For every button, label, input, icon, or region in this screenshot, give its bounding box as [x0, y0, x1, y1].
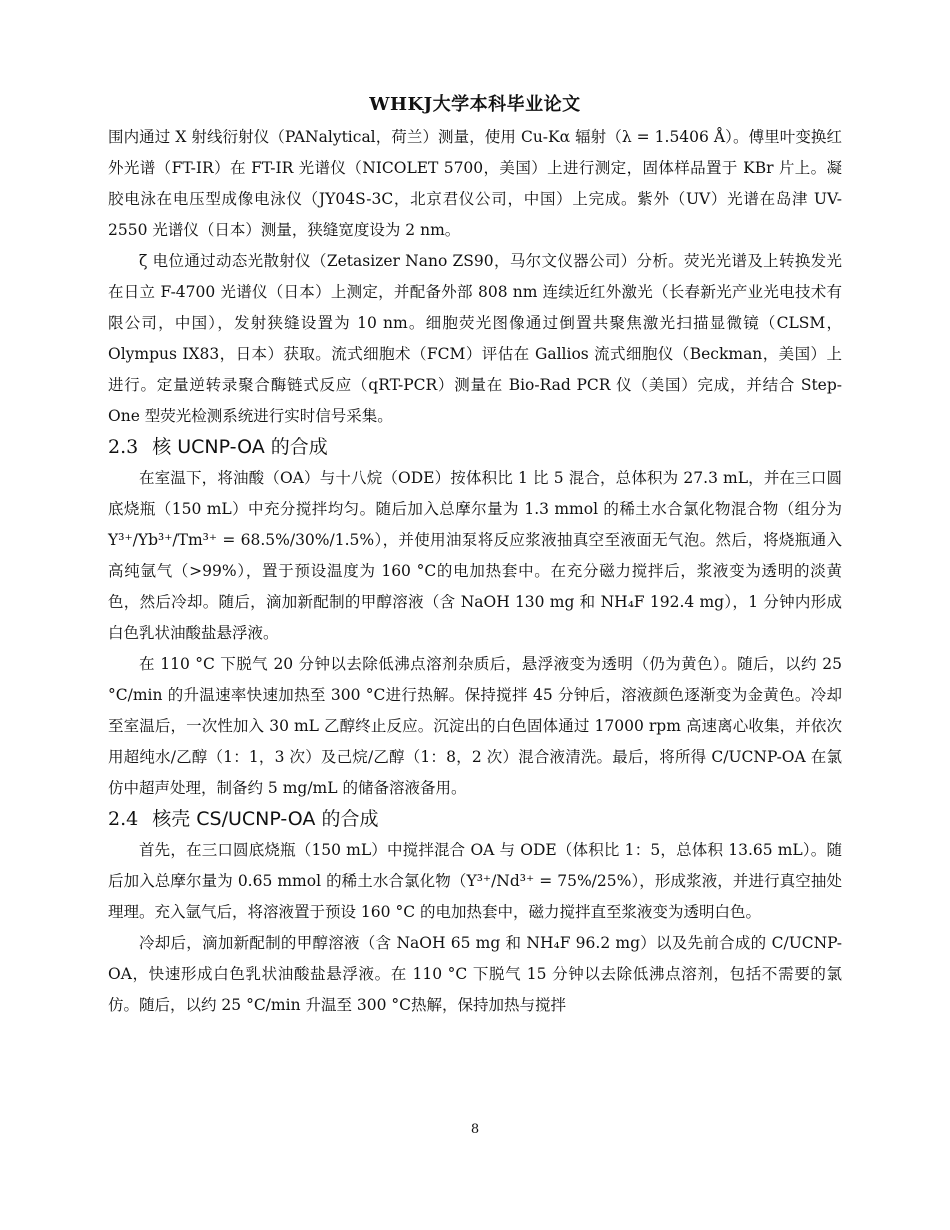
paragraph-instruments-1: 围内通过 X 射线衍射仪（PANalytical，荷兰）测量，使用 Cu-Kα 辐射（λ = 1.5406 Å）。傅里叶变换红外光谱（FT-IR）在 FT-IR 光谱仪（NICOLET 5700，美国）上进行测定，固体样品置于 KBr 片上。凝胶电泳在电压型成像电泳仪（JY04S-3C，北京君仪公司，中国）上完成。紫外（UV）光谱在岛津 UV-2550 光谱仪（日本）测量，狭缝宽度设为 2 nm。 — [108, 128, 842, 239]
section-number: 2.3 — [108, 436, 139, 458]
paragraph-shell-synthesis-2: 冷却后，滴加新配制的甲醇溶液（含 NaOH 65 mg 和 NH₄F 96.2 mg）以及先前合成的 C/UCNP-OA，快速形成白色乳状油酸盐悬浮液。在 110 °C 下脱气 15 分钟以去除低沸点溶剂，包括不需要的氯仿。随后，以约 25 °C/min 升温至 300 °C热解，保持加热与搅拌 — [108, 934, 842, 1014]
section-heading-2-4 — [108, 804, 842, 835]
section-title: 核壳 CS/UCNP-OA 的合成 — [152, 808, 379, 830]
section-heading-2-3 — [108, 432, 842, 463]
paragraph-shell-synthesis-1: 首先，在三口圆底烧瓶（150 mL）中搅拌混合 OA 与 ODE（体积比 1：5，总体积 13.65 mL）。随后加入总摩尔量为 0.65 mmol 的稀土水合氯化物（Y³⁺/Nd³⁺ = 75%/25%），形成浆液，并进行真空抽处理理。充入氩气后，将溶液置于预设 160 °C 的电加热套中，磁力搅拌直至浆液变为透明白色。 — [108, 841, 842, 921]
paragraph-instruments-2: ζ 电位通过动态光散射仪（Zetasizer Nano ZS90，马尔文仪器公司）分析。荧光光谱及上转换发光在日立 F-4700 光谱仪（日本）上测定，并配备外部 808 nm 连续近红外激光（长春新光产业光电技术有限公司，中国），发射狭缝设置为 10 nm。细胞荧光图像通过倒置共聚焦激光扫描显微镜（CLSM，Olympus IX83，日本）获取。流式细胞术（FCM）评估在 Gallios 流式细胞仪（Beckman，美国）上进行。定量逆转录聚合酶链式反应（qRT-PCR）测量在 Bio-Rad PCR 仪（美国）完成，并结合 Step-One 型荧光检测系统进行实时信号采集。 — [108, 252, 842, 425]
paragraph-core-synthesis-1: 在室温下，将油酸（OA）与十八烷（ODE）按体积比 1 比 5 混合，总体积为 27.3 mL，并在三口圆底烧瓶（150 mL）中充分搅拌均匀。随后加入总摩尔量为 1.3 mmol 的稀土水合氯化物混合物（组分为 Y³⁺/Yb³⁺/Tm³⁺ = 68.5%/30%/1.5%），并使用油泵将反应浆液抽真空至液面无气泡。然后，将烧瓶通入高纯氩气（>99%），置于预设温度为 160 °C的电加热套中。在充分磁力搅拌后，浆液变为透明的淡黄色，然后冷却。随后，滴加新配制的甲醇溶液（含 NaOH 130 mg 和 NH₄F 192.4 mg），1 分钟内形成白色乳状油酸盐悬浮液。 — [108, 469, 842, 642]
page-number: 8 — [470, 1122, 480, 1137]
paragraph-core-synthesis-2: 在 110 °C 下脱气 20 分钟以去除低沸点溶剂杂质后，悬浮液变为透明（仍为黄色）。随后，以约 25 °C/min 的升温速率快速加热至 300 °C进行热解。保持搅拌 45 分钟后，溶液颜色逐渐变为金黄色。冷却至室温后，一次性加入 30 mL 乙醇终止反应。沉淀出的白色固体通过 17000 rpm 高速离心收集，并依次用超纯水/乙醇（1：1，3 次）及己烷/乙醇（1：8，2 次）混合液清洗。最后，将所得 C/UCNP-OA 在氯仿中超声处理，制备约 5 mg/mL 的储备溶液备用。 — [108, 655, 842, 797]
body-text — [108, 122, 842, 1021]
section-number: 2.4 — [108, 808, 139, 830]
running-header: WHKJ大学本科毕业论文 — [369, 94, 581, 115]
section-title: 核 UCNP-OA 的合成 — [152, 436, 328, 458]
